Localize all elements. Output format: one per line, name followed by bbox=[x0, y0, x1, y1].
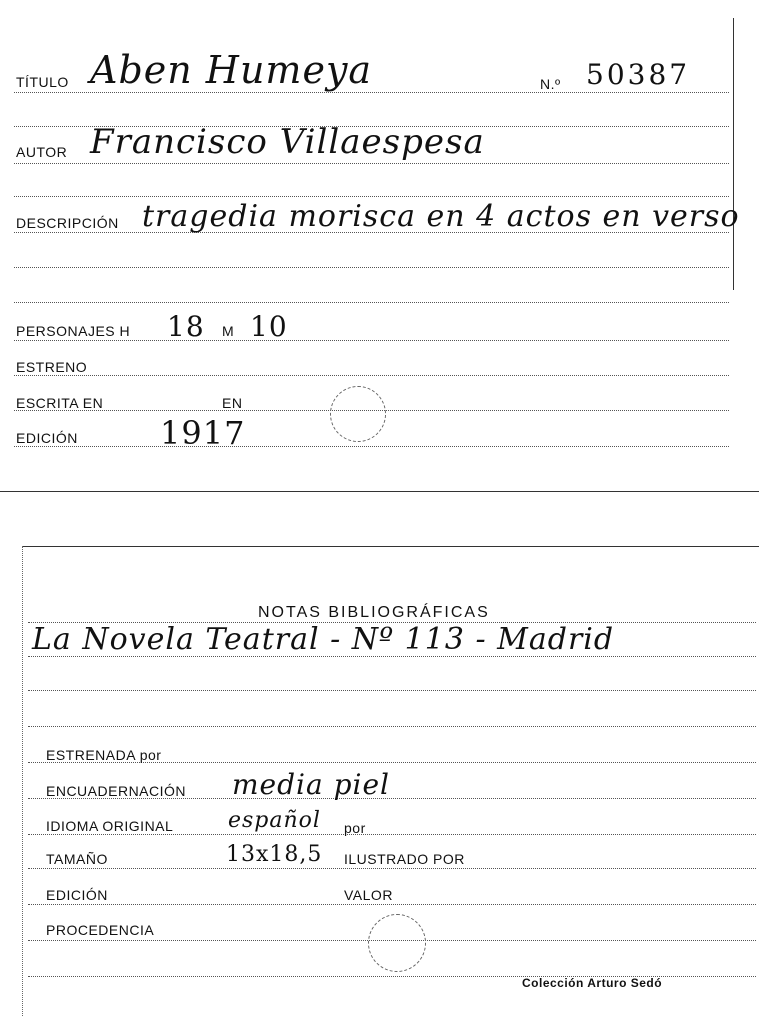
notas-value: La Novela Teatral - Nº 113 - Madrid bbox=[32, 622, 615, 657]
encuadernacion-value: media piel bbox=[232, 768, 390, 801]
card-right-border bbox=[733, 18, 734, 290]
edicion-label: EDICIÓN bbox=[16, 430, 78, 446]
card-top-border bbox=[22, 546, 759, 547]
descripcion-label: DESCRIPCIÓN bbox=[16, 215, 119, 231]
catalog-card-top bbox=[0, 0, 759, 492]
ilustrado-por-label: ILUSTRADO POR bbox=[344, 851, 465, 867]
descripcion-value: tragedia morisca en 4 actos en verso bbox=[142, 199, 740, 234]
rule-line bbox=[14, 302, 729, 303]
autor-value: Francisco Villaespesa bbox=[90, 122, 485, 162]
titulo-label: TÍTULO bbox=[16, 74, 69, 90]
valor-label: VALOR bbox=[344, 887, 393, 903]
rule-line bbox=[28, 690, 756, 691]
mujeres-label: M bbox=[222, 323, 235, 339]
notas-heading: NOTAS BIBLIOGRÁFICAS bbox=[258, 604, 490, 621]
rule-line bbox=[28, 904, 756, 905]
idioma-original-label: IDIOMA ORIGINAL bbox=[46, 818, 174, 834]
numero-label: N.º bbox=[540, 76, 561, 92]
rule-line bbox=[14, 163, 729, 164]
catalog-card-bottom bbox=[0, 540, 759, 1028]
idioma-original-value: español bbox=[228, 808, 321, 833]
numero-value: 50387 bbox=[586, 58, 691, 91]
rule-line bbox=[14, 196, 729, 197]
card-bottom-border bbox=[0, 491, 759, 492]
rule-line bbox=[14, 340, 729, 341]
coleccion-footer: Colección Arturo Sedó bbox=[522, 976, 663, 990]
punch-hole bbox=[368, 914, 426, 972]
estrenada-por-label: ESTRENADA por bbox=[46, 747, 162, 763]
encuadernacion-label: ENCUADERNACIÓN bbox=[46, 783, 187, 799]
rule-line bbox=[28, 726, 756, 727]
mujeres-value: 10 bbox=[250, 310, 288, 343]
tamano-value: 13x18,5 bbox=[226, 842, 323, 867]
hombres-value: 18 bbox=[167, 310, 205, 343]
rule-line bbox=[14, 446, 729, 447]
edicion-bottom-label: EDICIÓN bbox=[46, 887, 108, 903]
procedencia-label: PROCEDENCIA bbox=[46, 922, 155, 938]
idioma-por-label: por bbox=[344, 820, 366, 836]
escrita-en-label: ESCRITA EN bbox=[16, 395, 104, 411]
rule-line bbox=[14, 92, 729, 93]
rule-line bbox=[28, 868, 756, 869]
edicion-value: 1917 bbox=[160, 414, 246, 452]
rule-line bbox=[14, 267, 729, 268]
tamano-label: TAMAÑO bbox=[46, 851, 108, 867]
personajes-label: PERSONAJES H bbox=[16, 323, 131, 339]
titulo-value: Aben Humeya bbox=[90, 48, 373, 92]
punch-hole bbox=[330, 386, 386, 442]
estreno-label: ESTRENO bbox=[16, 359, 88, 375]
card-left-border bbox=[22, 546, 23, 1016]
rule-line bbox=[14, 375, 729, 376]
en-label: EN bbox=[222, 395, 243, 411]
autor-label: AUTOR bbox=[16, 144, 68, 160]
rule-line bbox=[28, 834, 756, 835]
